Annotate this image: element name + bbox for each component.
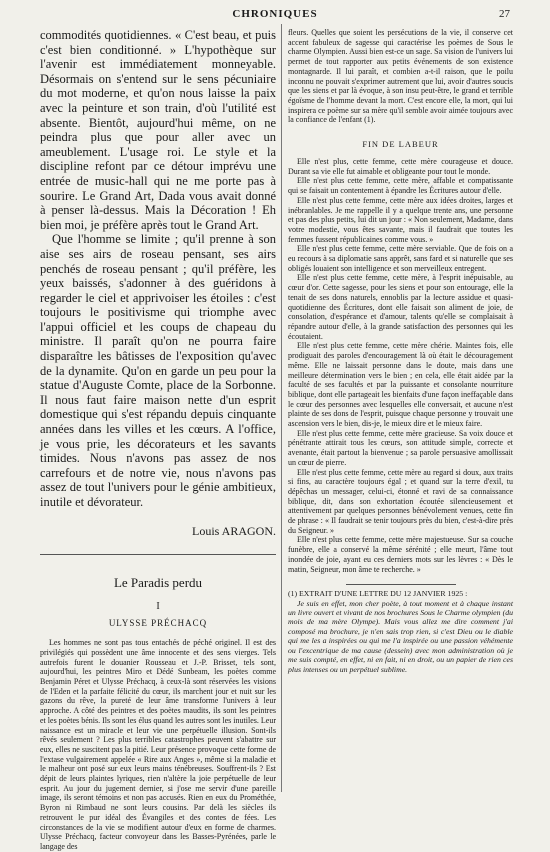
footnote [288, 589, 513, 674]
poem-paragraph: Elle n'est plus cette femme, cette mère majestueuse. Sur sa couche funèbre, elle a conservé la même sérénité ; elle meurt, l'âme tout inondée de joie, ayant eu ces derniers mots sur les lèvres : « Dès le matin, Seigneur, mon âme te recherche. » [288, 535, 513, 574]
poem-paragraph: Elle n'est plus cette femme, cette mère au regard si doux, aux traits si fins, au caractère toujours égal ; et quand sur la terre d'exil, tu dépêchas un messager, celui-ci, étonné et ravi de sa connaissance biblique, dit, dans son exhortation écoutée silencieusement et attentivement par quelques personnes bénévolement venues, cette fin de phrase : « Il faudrait se tenir toujours près du bien, c'est-à-dire près du Seigneur. » [288, 467, 513, 535]
essay-paragraph: commodités quotidiennes. « C'est beau, et puis c'est bien conditionné. » L'hypothèque sur l'avenir est immédiatement monneyable. Désormais on s'entend sur le sens pécuniaire du mot moderne, et qu'on nous laisse la paix avec la peinture et son train, d'où l'utilité est absente. Bientôt, aujourd'hui même, on ne peindra plus que pour aller avec un ameublement. L'usage roi. Le style et la discipline refont par ce détour imprévu une entrée de music-hall qui ne me porte pas à sourire. Le Grand Art, Dada vous avait donné à penser là-dessus. Mais la Décoration ! Eh bien moi, je préfère après tout le Grand Art. [40, 28, 276, 232]
article-title: Le Paradis perdu [113, 575, 203, 591]
essay-text [40, 28, 276, 538]
body-paragraph: Les hommes ne sont pas tous entachés de péché originel. Il est des privilégiés qui possèdent une âme innocente et des sens vierges. Tels autrefois furent le douanier Rousseau et J.-P. Brisset, tels sont, aujourd'hui, les peintres Miro et Dédé Sunbeam, les poètes comme Benjamin Péret et Ulysse Préchacq, à ceux-là sont réservées les visions de l'Eden et la parfaite félicité du cœur, ils marchent jour et nuit sur les gazons du rêve, la pureté de leur âme transforme l'univers à leur approche. A côté des peintres et des poètes maudits, ils sont les peintres et les poètes bénis. Ils sont les élus quand les autres sont les inutiles. Leur naissance est un miracle et leur vie une perpétuelle illusion. Sont-ils rêvés seulement ? Les plus terribles catastrophes peuvent s'abattre sur eux, elles ne suscitent pas la pitié. Leur présence provoque cette forme de l'extase vulgairement appelée « Rire aux Anges », même si la maladie et le malheur ont posé sur eux leurs mains ténébreuses. Souffrent-ils ? Est dépit de leurs plaintes lyriques, rien n'altère la joie perpétuelle de leur esprit. Au jour du jugement dernier, si j'ose me servir d'une pareille image, ils seront témoins et non pas accusés. Rien en eux du Prométhée, Byron ni Rimbaud ne sont leurs cousins. Par delà les siècles ils retrouvent le pur idéal des Évangiles et des contes de fées. Les circonstances de la vie se modifient autour d'eux en forme de charmes. Ulysse Préchacq, facteur convoyeur dans les Basses-Pyrénées, parle le langage des [40, 638, 276, 851]
poem-paragraph: Elle n'est plus, cette femme, cette mère courageuse et douce. Durant sa vie elle fut aimable et obligeante pour tout le monde. [288, 157, 513, 176]
essay-paragraph: Que l'homme se limite ; qu'il prenne à son aise ses airs de roseau pensant, ses airs penchés de roseau pensant ; qu'il préfère, les yeux baissés, s'adonner à des guéridons à regarder le ciel et apprivoiser les étoiles : c'est toujours le positivisme qui triomphe avec l'appui officiel et les coups de chapeau du ministre. Il paraît qu'on ne pourra faire disparaître les bâtisses de l'exposition qu'avec de la dynamite. Qu'on en garde un peu pour la statue d'Auguste Comte, place de la Sorbonne. Il nous faut faire maison nette d'un esprit domestique qui s'est répandu depuis cinquante années dans les villes et les cœurs. A l'office, je vous prie, les décorateurs et les savants timides. Nous n'avons pas assez de nos carrefours et de notre vie, nous n'avons pas assez de tout l'univers pour le génie ambitieux, inutile et dévorateur. [40, 232, 276, 509]
page-header [0, 8, 550, 24]
footnote-heading: (1) EXTRAIT D'UNE LETTRE DU 12 JANVIER 1925 : [288, 589, 468, 599]
right-column [288, 28, 513, 792]
page-number: 27 [499, 8, 510, 20]
column-divider [281, 24, 282, 792]
poem-paragraph: Elle n'est plus cette femme, cette mère, affable et compatissante qui se faisait un contentement à épandre les Écritures autour d'elle. [288, 176, 513, 196]
article-body [40, 638, 276, 851]
poem-text [288, 157, 513, 574]
section-rule [40, 554, 276, 555]
footnote-text: Je suis en effet, mon cher poète, à tout moment et à chaque instant un livre ouvert et vivant de nos brochures Sous le Charme olympien (du mois de ma mère Olympe). Mais vous allez me dire comment j'ai composé ma brochure, je n'en sais trop rien, si c'est Dieu ou le diable qui me les a inspirées ou qui me l'a inspirée ou une passion véhémente ou l'excentrique de ma cause (dessein) avec mon administration où je me suis compté, en effet, ni en fait, ni en droit, ou un papier de rien ces plus intenses ou un perpétuel sublime. [288, 598, 513, 674]
right-top-text [288, 28, 513, 125]
footnote-rule [346, 584, 456, 585]
poem-title: FIN DE LABEUR [362, 139, 439, 150]
author-signature: Louis ARAGON. [191, 523, 276, 538]
poem-paragraph: Elle n'est plus cette femme, cette mère serviable. Que de fois on a eu recours à sa diplomatie sans apprêt, sans fard et si naturelle que ses obligés louaient son intelligence et son merveilleux entregent. [288, 244, 513, 273]
poem-paragraph: Elle n'est plus cette femme, cette mère aux idées droites, larges et inébranlables. Je me rappelle il y a quelque trente ans, une personne et pas des plus petits, lui dit un jour : « Non seulement, Madame, dans votre modestie, vous êtes savante, mais il faudrait que toutes les femmes fussent républicaines comme vous. » [288, 195, 513, 244]
section-number: I [156, 601, 160, 613]
running-title: CHRONIQUES [232, 8, 318, 20]
poem-paragraph: Elle n'est plus cette femme, cette mère gracieuse. Sa voix douce et pénétrante attirait tous les cœurs, son attitude simple, correcte et avenante, était partout la bienvenue ; sa parole persuasive amollissait un cœur de pierre. [288, 428, 513, 467]
body-paragraph: fleurs. Quelles que soient les persécutions de la vie, il conserve cet accent fabuleux de sagesse qui caractérise les poèmes de Sous le charme Olympien. Aussi bien est-ce un sage. Sa vision de l'univers lui permet de tout rapporter aux petits événements de son existence montagnarde. Il lui paraît, et combien a-t-il raison, que le poilu inconnu ne pouvait s'exprimer autrement que lui, avoir d'autres soucis que les siens et par là évoque, à son insu peut-être, le grand et terrible égoïsme de l'homme devant la mort. C'est encore elle, la mort, qui lui inspirera ce poème sur sa mère qu'il semble avoir aimée toujours avec la confiance de l'enfant (1). [288, 28, 513, 125]
poem-paragraph: Elle n'est plus cette femme, cette mère, à l'esprit inépuisable, au cœur d'or. Cette sagesse, pour les siens et pour son entourage, elle la tenait de ses dons naturels, ennoblis par la lecture assidue et quasi-quotidienne des Écritures, dont elle faisait son aliment de joie, de consolation, d'espérance et d'amour, talents qu'elle se complaisait à répandre autour d'elle, à la grande satisfaction des personnes qui les écoutaient. [288, 273, 513, 341]
section-subtitle: ULYSSE PRÉCHACQ [108, 618, 208, 629]
poem-paragraph: Elle n'est plus cette femme, cette mère chérie. Maintes fois, elle prodiguait des paroles d'encouragement là où était le découragement même. Elle ne laissait personne dans le doute, mais dans une meilleure détermination vers le bien ; en cela, elle était aidée par la faculté de ses facultés et par la puissante et consolante nourriture biblique, dont elle partageait les bienfaits d'une façon ineffaçable dans le cœur des personnes avec lesquelles elle conversait, et aucune n'est plainte de ses dons de l'esprit, puisque chaque personne y trouvait une ascension vers le bien, dis-je, le mieux dire et le mieux faire. [288, 341, 513, 429]
left-column [40, 28, 276, 851]
